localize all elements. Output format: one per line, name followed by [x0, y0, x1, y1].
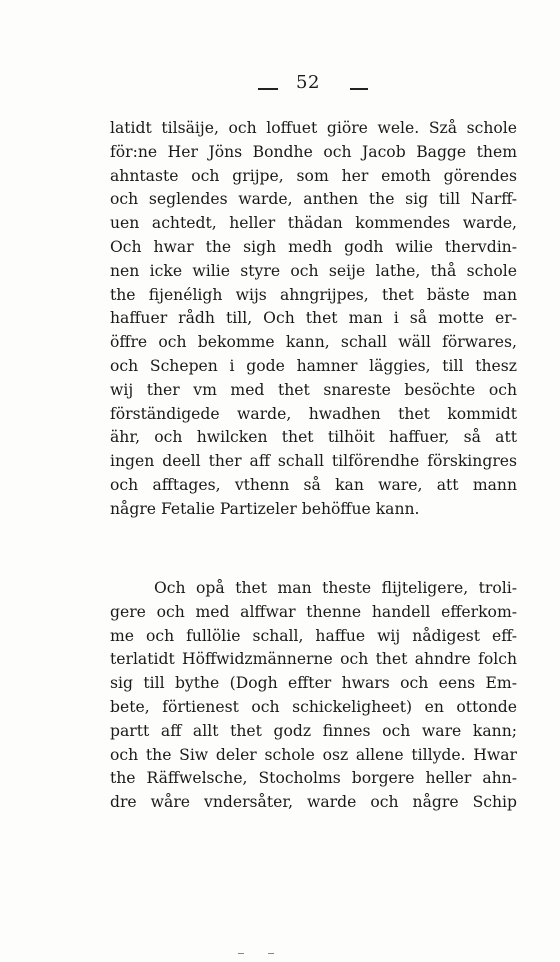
page-header: [0, 70, 560, 100]
footer-mark: [238, 953, 244, 954]
text-line: nen icke wilie styre och seije lathe, thå schole: [110, 261, 517, 280]
text-line: någre Fetalie Partizeler behöffue kann.: [110, 499, 420, 518]
text-line: wij ther vm med thet snareste besöchte och: [110, 380, 517, 399]
text-line: och seglendes warde, anthen the sig till Narff-: [110, 190, 517, 209]
text-line: dre wåre vndersåter, warde och någre Schip: [110, 793, 517, 812]
text-line: the Räffwelsche, Stocholms borgere heller ahn-: [110, 769, 517, 788]
text-line: gere och med alffwar thenne handell efferkom-: [110, 602, 517, 621]
text-line: haffuer rådh till, Och thet man i så motte er-: [110, 309, 517, 328]
text-line: ahntaste och grijpe, som her emoth görendes: [110, 166, 517, 185]
text-line: förständigede warde, hwadhen thet kommidt: [110, 404, 517, 423]
text-line: uen achtedt, heller thädan kommendes warde,: [110, 214, 517, 233]
paragraph-1: [110, 117, 517, 522]
text-line: latidt tilsäije, och loffuet giöre wele. Szå schole: [110, 119, 517, 137]
header-dash-right: [350, 88, 368, 90]
text-line: sig till bythe (Dogh effter hwars och eens Em-: [110, 674, 517, 693]
paragraph-2: [110, 577, 517, 815]
text-line: bete, förtienest och schickeligheet) en ottonde: [110, 697, 517, 716]
text-line: terlatidt Höffwidzmännerne och thet ahndre folch: [110, 650, 517, 669]
text-line: och afftages, vthenn så kan ware, att mann: [110, 475, 517, 494]
footer-mark: [268, 953, 274, 954]
text-line: ähr, och hwilcken thet tilhöit haffuer, så att: [110, 428, 517, 447]
text-line: öffre och bekomme kann, schall wäll förwares,: [110, 333, 517, 352]
page-number: 52: [296, 72, 320, 93]
text-line: partt aff allt thet godz finnes och ware kann;: [110, 721, 517, 740]
text-line: the fijenéligh wijs ahngrijpes, thet bäste man: [110, 285, 517, 304]
text-line: me och fullölie schall, haffue wij nådigest eff-: [110, 626, 517, 645]
text-line: Och hwar the sigh medh godh wilie thervdin-: [110, 237, 517, 256]
text-line: ingen deell ther aff schall tilförendhe förskingres: [110, 452, 517, 471]
text-line: för:ne Her Jöns Bondhe och Jacob Bagge them: [110, 142, 517, 161]
header-dash-left: [258, 88, 278, 90]
text-line: och the Siw deler schole osz allene tillyde. Hwar: [110, 745, 517, 764]
text-line: Och opå thet man theste flijteligere, troli-: [154, 579, 517, 597]
text-line: och Schepen i gode hamner läggies, till thesz: [110, 356, 517, 375]
